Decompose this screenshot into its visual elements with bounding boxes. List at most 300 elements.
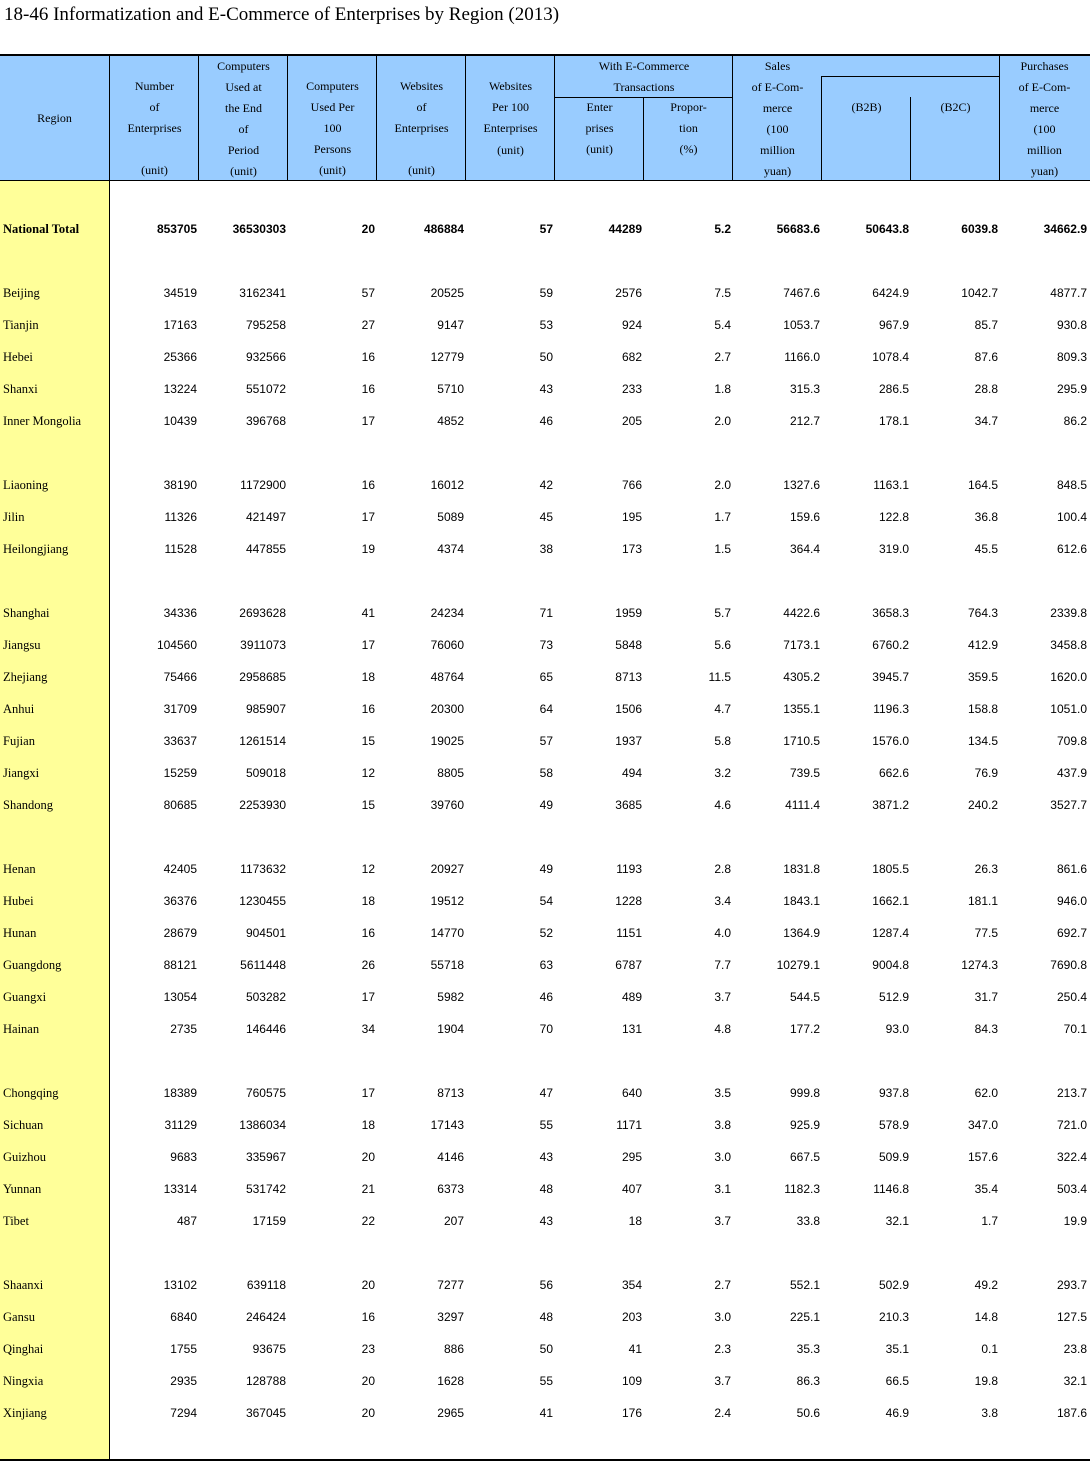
header-column-line: of E-Com- <box>1018 80 1071 94</box>
table-cell: 764.3 <box>967 606 998 620</box>
table-cell: 19512 <box>430 894 464 908</box>
table-cell: 49.2 <box>974 1278 998 1292</box>
table-cell: 109 <box>621 1374 642 1388</box>
table-cell: 14770 <box>430 926 464 940</box>
table-cell: 134.5 <box>967 734 998 748</box>
table-cell: 544.5 <box>789 990 820 1004</box>
table-cell: 4374 <box>437 542 464 556</box>
region-label: Hunan <box>3 926 37 940</box>
table-header <box>0 56 1090 181</box>
table-row <box>0 473 1090 497</box>
table-cell: 9683 <box>170 1150 197 1164</box>
table-cell: 17 <box>361 1086 375 1100</box>
table-cell: 3297 <box>437 1310 464 1324</box>
table-cell: 1053.7 <box>783 318 820 332</box>
table-cell: 19.9 <box>1063 1214 1087 1228</box>
header-column-line: Number <box>134 79 175 93</box>
table-cell: 31129 <box>164 1118 197 1132</box>
header-column-line: of E-Com- <box>751 80 804 94</box>
header-column-line: merce <box>762 101 793 115</box>
table-cell: 66.5 <box>885 1374 909 1388</box>
table-cell: 1364.9 <box>783 926 820 940</box>
table-cell: 967.9 <box>878 318 909 332</box>
table-cell: 437.9 <box>1056 766 1087 780</box>
table-cell: 85.7 <box>974 318 998 332</box>
table-cell: 531742 <box>245 1182 286 1196</box>
table-cell: 11.5 <box>708 670 731 684</box>
page-title: 18-46 Informatization and E-Commerce of Enterprises by Region (2013) <box>4 4 560 25</box>
table-cell: 15 <box>361 734 375 748</box>
region-label: Guangdong <box>3 958 62 972</box>
table-cell: 43 <box>539 1214 553 1228</box>
table-cell: 3.8 <box>981 1406 998 1420</box>
table-cell: 195 <box>621 510 642 524</box>
table-cell: 7690.8 <box>1050 958 1087 972</box>
table-cell: 64 <box>539 702 553 716</box>
table-cell: 31.7 <box>974 990 998 1004</box>
table-cell: 225.1 <box>789 1310 820 1324</box>
table-cell: 20 <box>361 1278 375 1292</box>
table-cell: 86.2 <box>1063 414 1087 428</box>
table-cell: 1274.3 <box>961 958 998 972</box>
region-label: Liaoning <box>3 478 49 492</box>
table-cell: 19 <box>361 542 375 556</box>
table-cell: 13054 <box>163 990 197 1004</box>
table-cell: 70.1 <box>1063 1022 1087 1036</box>
region-label: Heilongjiang <box>3 542 69 556</box>
table-cell: 4422.6 <box>783 606 820 620</box>
table-cell: 315.3 <box>789 382 820 396</box>
table-cell: 552.1 <box>789 1278 820 1292</box>
table-row <box>0 761 1090 785</box>
table-cell: 925.9 <box>789 1118 820 1132</box>
table-cell: 760575 <box>245 1086 286 1100</box>
table-cell: 407 <box>621 1182 642 1196</box>
table-cell: 359.5 <box>967 670 998 684</box>
table-row <box>0 1209 1090 1233</box>
table-cell: 50643.8 <box>865 222 909 236</box>
table-cell: 59 <box>539 286 553 300</box>
table-cell: 233 <box>621 382 642 396</box>
region-label: Hubei <box>3 894 34 908</box>
table-cell: 17 <box>361 510 375 524</box>
table-cell: 347.0 <box>967 1118 998 1132</box>
table-cell: 5611448 <box>240 958 286 972</box>
table-cell: 20 <box>361 1150 375 1164</box>
table-row <box>0 953 1090 977</box>
table-row <box>0 1401 1090 1425</box>
table-cell: 396768 <box>245 414 286 428</box>
table-cell: 3.5 <box>714 1086 731 1100</box>
table-cell: 3.2 <box>714 766 731 780</box>
table-cell: 42 <box>539 478 553 492</box>
table-row <box>0 1017 1090 1041</box>
table-cell: 2576 <box>615 286 642 300</box>
table-cell: 1042.7 <box>961 286 998 300</box>
table-cell: 41 <box>361 606 375 620</box>
header-column-line: the End <box>225 101 262 115</box>
table-cell: 8713 <box>615 670 642 684</box>
table-cell: 62.0 <box>974 1086 998 1100</box>
table-cell: 1163.1 <box>873 478 909 492</box>
table-cell: 38190 <box>163 478 197 492</box>
header-ecommerce-group-line: Transactions <box>613 80 675 94</box>
region-label: Hainan <box>3 1022 40 1036</box>
table-cell: 65 <box>539 670 553 684</box>
table-cell: 2693628 <box>239 606 286 620</box>
table-cell: 739.5 <box>789 766 820 780</box>
table-cell: 3911073 <box>240 638 286 652</box>
header-column-line: (100 <box>766 122 789 136</box>
table-cell: 662.6 <box>878 766 909 780</box>
table-row <box>0 1337 1090 1361</box>
table-cell: 4.8 <box>714 1022 731 1036</box>
table-cell: 6039.8 <box>961 222 998 236</box>
table-cell: 999.8 <box>789 1086 820 1100</box>
table-cell: 930.8 <box>1056 318 1087 332</box>
table-cell: 8713 <box>437 1086 464 1100</box>
table-cell: 57 <box>539 734 553 748</box>
table-row <box>0 345 1090 369</box>
table-cell: 158.8 <box>967 702 998 716</box>
table-cell: 2.7 <box>714 1278 731 1292</box>
header-column-line: Persons <box>313 142 352 156</box>
table-cell: 946.0 <box>1056 894 1087 908</box>
table-cell: 54 <box>539 894 553 908</box>
table-cell: 44289 <box>608 222 642 236</box>
header-column-line: Computers <box>306 79 359 93</box>
table-cell: 612.6 <box>1056 542 1087 556</box>
table-cell: 1193 <box>616 862 642 876</box>
table-cell: 15 <box>361 798 375 812</box>
table-cell: 2958685 <box>239 670 286 684</box>
table-cell: 22 <box>361 1214 375 1228</box>
table-cell: 6840 <box>170 1310 197 1324</box>
table-cell: 412.9 <box>967 638 998 652</box>
table-cell: 1182.3 <box>784 1182 820 1196</box>
table-cell: 2735 <box>170 1022 197 1036</box>
table-cell: 176 <box>621 1406 642 1420</box>
header-column-line: (unit) <box>408 163 435 177</box>
table-cell: 164.5 <box>967 478 998 492</box>
table-cell: 86.3 <box>796 1374 820 1388</box>
header-column <box>644 56 733 180</box>
table-cell: 3.8 <box>714 1118 731 1132</box>
header-column-line: Propor- <box>670 100 707 114</box>
region-label: Henan <box>3 862 36 876</box>
region-label: Inner Mongolia <box>3 414 82 428</box>
table-cell: 5848 <box>615 638 642 652</box>
table-cell: 16 <box>361 1310 375 1324</box>
table-row <box>0 1177 1090 1201</box>
table-cell: 35.1 <box>885 1342 909 1356</box>
table-cell: 213.7 <box>1056 1086 1087 1100</box>
header-column-line: Per 100 <box>492 100 529 114</box>
region-label: Hebei <box>3 350 33 364</box>
table-cell: 12 <box>361 766 375 780</box>
table-cell: 7277 <box>437 1278 464 1292</box>
table-cell: 19025 <box>430 734 464 748</box>
table-cell: 10439 <box>163 414 197 428</box>
table-cell: 551072 <box>245 382 286 396</box>
table-row <box>0 537 1090 561</box>
table-cell: 1151 <box>616 926 642 940</box>
table-cell: 6787 <box>615 958 642 972</box>
table-row <box>0 697 1090 721</box>
table-cell: 55 <box>539 1374 553 1388</box>
table-cell: 904501 <box>245 926 286 940</box>
table-cell: 1628 <box>437 1374 464 1388</box>
region-label: Xinjiang <box>3 1406 47 1420</box>
table-cell: 509018 <box>245 766 286 780</box>
table-cell: 3945.7 <box>872 670 909 684</box>
table-cell: 367045 <box>245 1406 286 1420</box>
table-cell: 7467.6 <box>783 286 820 300</box>
header-column-line: Period <box>227 143 260 157</box>
table-cell: 2253930 <box>239 798 286 812</box>
table-cell: 1171 <box>616 1118 642 1132</box>
table-cell: 7.5 <box>714 286 731 300</box>
table-cell: 11528 <box>164 542 197 556</box>
table-cell: 295 <box>621 1150 642 1164</box>
table-row <box>0 793 1090 817</box>
table-cell: 487 <box>176 1214 197 1228</box>
table-cell: 503.4 <box>1056 1182 1087 1196</box>
table-cell: 250.4 <box>1056 990 1087 1004</box>
table-cell: 5.7 <box>714 606 731 620</box>
table-cell: 1.7 <box>714 510 731 524</box>
table-cell: 34519 <box>163 286 197 300</box>
table-row <box>0 217 1090 241</box>
table-cell: 640 <box>621 1086 642 1100</box>
table-cell: 28.8 <box>974 382 998 396</box>
table-cell: 4146 <box>437 1150 464 1164</box>
table-cell: 131 <box>621 1022 642 1036</box>
table-cell: 3.7 <box>714 990 731 1004</box>
table-cell: 1146.8 <box>873 1182 909 1196</box>
table-cell: 70 <box>539 1022 553 1036</box>
header-column <box>199 56 288 180</box>
table-cell: 178.1 <box>878 414 909 428</box>
table-cell: 295.9 <box>1056 382 1087 396</box>
header-column-line: Computers <box>217 59 270 73</box>
table-cell: 1166.0 <box>784 350 820 364</box>
table-cell: 5.4 <box>714 318 731 332</box>
table-cell: 203 <box>621 1310 642 1324</box>
header-column-line: (B2B) <box>851 100 882 114</box>
table-cell: 286.5 <box>878 382 909 396</box>
table-cell: 578.9 <box>878 1118 909 1132</box>
table-cell: 104560 <box>156 638 197 652</box>
table-cell: 42405 <box>163 862 197 876</box>
table-row <box>0 281 1090 305</box>
table-cell: 20 <box>361 1374 375 1388</box>
header-column-line: million <box>1027 143 1062 157</box>
table-cell: 240.2 <box>967 798 998 812</box>
table-cell: 43 <box>539 382 553 396</box>
table-cell: 16012 <box>430 478 464 492</box>
table-cell: 63 <box>539 958 553 972</box>
table-cell: 502.9 <box>878 1278 909 1292</box>
table-cell: 34662.9 <box>1043 222 1087 236</box>
region-label: Sichuan <box>3 1118 44 1132</box>
table-cell: 5.8 <box>714 734 731 748</box>
table-cell: 2.3 <box>714 1342 731 1356</box>
table-cell: 1172900 <box>240 478 286 492</box>
table-cell: 7173.1 <box>783 638 820 652</box>
header-column <box>911 56 1000 180</box>
table-cell: 18 <box>361 1118 375 1132</box>
table-cell: 210.3 <box>878 1310 909 1324</box>
table-cell: 127.5 <box>1056 1310 1087 1324</box>
table-cell: 35.4 <box>974 1182 998 1196</box>
table-cell: 49 <box>539 862 553 876</box>
table-cell: 319.0 <box>878 542 909 556</box>
table-cell: 33.8 <box>796 1214 820 1228</box>
table-row <box>0 1273 1090 1297</box>
table-cell: 4111.4 <box>785 798 820 812</box>
region-label: Shanghai <box>3 606 50 620</box>
table-cell: 50 <box>539 350 553 364</box>
table-cell: 84.3 <box>974 1022 998 1036</box>
table-cell: 58 <box>539 766 553 780</box>
table-cell: 80685 <box>163 798 197 812</box>
table-cell: 8805 <box>437 766 464 780</box>
table-cell: 7.7 <box>714 958 731 972</box>
table-cell: 18 <box>361 894 375 908</box>
header-column-line: Sales <box>764 59 791 73</box>
table-cell: 205 <box>621 414 642 428</box>
table-cell: 57 <box>361 286 375 300</box>
table-cell: 1755 <box>170 1342 197 1356</box>
table-cell: 4852 <box>437 414 464 428</box>
table-cell: 1576.0 <box>872 734 909 748</box>
table-cell: 43 <box>539 1150 553 1164</box>
table-cell: 1843.1 <box>783 894 820 908</box>
table-cell: 34 <box>361 1022 375 1036</box>
table-cell: 4.6 <box>714 798 731 812</box>
header-column <box>466 56 555 180</box>
table-row <box>0 377 1090 401</box>
header-ecommerce-group-line: With E-Commerce <box>598 59 690 73</box>
table-cell: 5089 <box>437 510 464 524</box>
table-cell: 93.0 <box>885 1022 909 1036</box>
header-column-line: Enter <box>586 100 613 114</box>
table-cell: 2.4 <box>714 1406 731 1420</box>
table-cell: 76.9 <box>974 766 998 780</box>
region-label: Anhui <box>3 702 35 716</box>
table-cell: 3.4 <box>714 894 731 908</box>
table-cell: 71 <box>539 606 553 620</box>
header-column-line: Used Per <box>310 100 355 114</box>
table-cell: 173 <box>621 542 642 556</box>
table-cell: 50 <box>539 1342 553 1356</box>
table-cell: 17 <box>361 638 375 652</box>
table-cell: 146446 <box>245 1022 286 1036</box>
table-cell: 16 <box>361 478 375 492</box>
region-label: Jiangxi <box>3 766 40 780</box>
table-cell: 1261514 <box>239 734 286 748</box>
table-cell: 18 <box>628 1214 642 1228</box>
table-cell: 20927 <box>430 862 464 876</box>
table-cell: 486884 <box>423 222 464 236</box>
header-column-line: (unit) <box>497 143 524 157</box>
table-row <box>0 1145 1090 1169</box>
table-cell: 27 <box>361 318 375 332</box>
table-row <box>0 505 1090 529</box>
table-row <box>0 313 1090 337</box>
table-cell: 41 <box>628 1342 642 1356</box>
table-cell: 4.0 <box>714 926 731 940</box>
header-column-line: merce <box>1029 101 1060 115</box>
table-cell: 1.7 <box>981 1214 998 1228</box>
table-cell: 6424.9 <box>872 286 909 300</box>
table-row <box>0 1113 1090 1137</box>
table-cell: 9147 <box>437 318 464 332</box>
table-cell: 489 <box>621 990 642 1004</box>
table-cell: 14.8 <box>974 1310 998 1324</box>
table-cell: 157.6 <box>967 1150 998 1164</box>
table-cell: 5.6 <box>714 638 731 652</box>
table-row <box>0 601 1090 625</box>
table-row <box>0 665 1090 689</box>
header-column <box>1000 56 1089 180</box>
table-cell: 48 <box>539 1182 553 1196</box>
header-region-label: Region <box>37 111 72 125</box>
header-column-line: Enterprises <box>127 121 182 135</box>
table-cell: 1355.1 <box>783 702 820 716</box>
bottom-rule <box>0 1459 1090 1461</box>
table-cell: 692.7 <box>1056 926 1087 940</box>
header-column-line: yuan) <box>1030 164 1059 178</box>
table-cell: 20300 <box>430 702 464 716</box>
table-cell: 20525 <box>430 286 464 300</box>
table-cell: 17 <box>361 414 375 428</box>
table-row <box>0 1369 1090 1393</box>
header-column-line: Used at <box>225 80 262 94</box>
table-cell: 53 <box>539 318 553 332</box>
table-cell: 15259 <box>163 766 197 780</box>
table-cell: 766 <box>621 478 642 492</box>
table-cell: 447855 <box>245 542 286 556</box>
table-cell: 364.4 <box>789 542 820 556</box>
table-cell: 45 <box>539 510 553 524</box>
table-cell: 16 <box>361 926 375 940</box>
table-row <box>0 633 1090 657</box>
table-cell: 52 <box>539 926 553 940</box>
header-column-line: million <box>760 143 795 157</box>
header-column-line: Purchases <box>1020 59 1069 73</box>
table-cell: 31709 <box>163 702 197 716</box>
table-cell: 512.9 <box>878 990 909 1004</box>
table-cell: 795258 <box>245 318 286 332</box>
header-column <box>110 56 199 180</box>
table-cell: 75466 <box>163 670 197 684</box>
table-cell: 13314 <box>163 1182 197 1196</box>
region-label: Chongqing <box>3 1086 59 1100</box>
region-label: Fujian <box>3 734 35 748</box>
table-cell: 3.7 <box>714 1214 731 1228</box>
table-cell: 55718 <box>430 958 464 972</box>
table-cell: 1620.0 <box>1050 670 1087 684</box>
table-cell: 721.0 <box>1056 1118 1087 1132</box>
table-cell: 809.3 <box>1056 350 1087 364</box>
table-cell: 7294 <box>170 1406 197 1420</box>
table-cell: 503282 <box>245 990 286 1004</box>
table-cell: 932566 <box>245 350 286 364</box>
table-cell: 49 <box>539 798 553 812</box>
table-cell: 46 <box>539 990 553 1004</box>
